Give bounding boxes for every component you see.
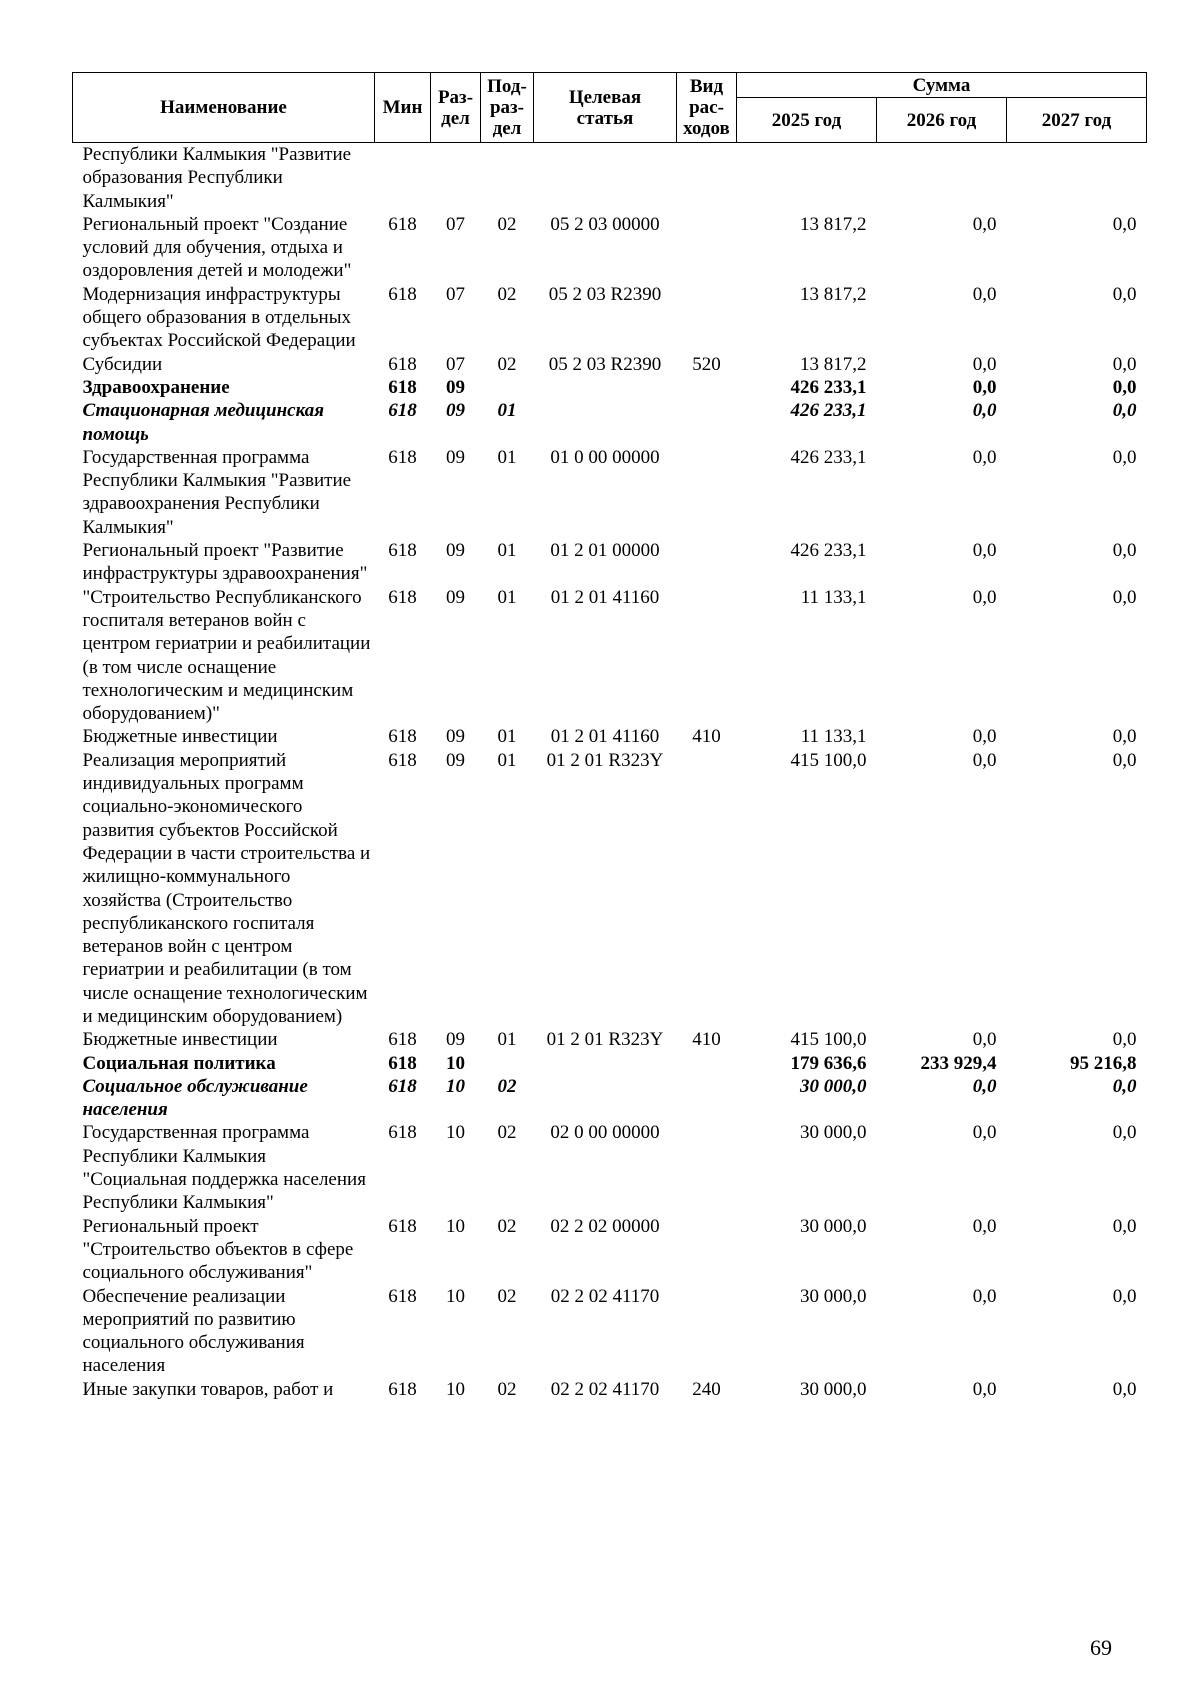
cell-sum-2027: 0,0	[1112, 726, 1137, 748]
cell-razdel: 09	[446, 400, 465, 422]
cell-celevaya-statya: 02 0 00 00000	[550, 1122, 660, 1144]
cell-sum-2027: 0,0	[1112, 283, 1137, 305]
page-number: 69	[1090, 1635, 1112, 1660]
cell-vid-rashodov	[677, 446, 737, 539]
cell-min: 618	[388, 446, 417, 468]
cell-sum-2027: 0,0	[1112, 1075, 1137, 1097]
cell-razdel	[431, 143, 481, 213]
table-row	[73, 213, 1147, 283]
cell-min: 618	[388, 586, 417, 608]
cell-sum-2027: 0,0	[1112, 540, 1137, 562]
cell-name: Здравоохранение	[82, 376, 230, 398]
cell-sum-2026: 0,0	[972, 1029, 997, 1051]
cell-celevaya-statya	[534, 399, 677, 446]
cell-vid-rashodov	[677, 1052, 737, 1075]
cell-podrazdel: 01	[497, 400, 517, 422]
cell-name: Региональный проект "Создание условий для обучения, отдыха и оздоровления детей и молодежи"	[82, 213, 352, 282]
cell-razdel: 09	[446, 586, 465, 608]
cell-min: 618	[388, 376, 417, 398]
table-body	[73, 143, 1147, 1402]
cell-celevaya-statya	[534, 1075, 677, 1122]
cell-celevaya-statya: 01 0 00 00000	[550, 446, 660, 468]
cell-min: 618	[388, 540, 417, 562]
cell-name: Государственная программа Республики Калмыкия "Социальная поддержка населения Республики Калмыкия"	[82, 1122, 366, 1214]
cell-sum-2027: 95 216,8	[1070, 1052, 1137, 1074]
cell-razdel: 09	[446, 376, 465, 398]
cell-podrazdel: 01	[497, 726, 517, 748]
cell-vid-rashodov: 520	[692, 353, 721, 375]
table-row	[73, 1121, 1147, 1214]
cell-razdel: 10	[446, 1285, 465, 1307]
cell-celevaya-statya: 01 2 01 00000	[550, 540, 660, 562]
table-row	[73, 1378, 1147, 1401]
cell-sum-2026: 0,0	[972, 1215, 997, 1237]
table-row	[73, 446, 1147, 539]
header-summa: Сумма	[737, 73, 1147, 98]
cell-sum-2027	[1007, 143, 1147, 213]
cell-celevaya-statya: 05 2 03 R2390	[548, 283, 662, 305]
cell-razdel: 09	[446, 749, 465, 771]
cell-vid-rashodov	[677, 1285, 737, 1378]
header-vid-rashodov: Вид рас- ходов	[677, 73, 737, 143]
cell-sum-2027: 0,0	[1112, 446, 1137, 468]
cell-vid-rashodov	[677, 749, 737, 1029]
cell-name: Модернизация инфраструктуры общего образования в отдельных субъектах Российской Федерации	[82, 283, 356, 352]
cell-min: 618	[388, 1285, 417, 1307]
header-celevaya-statya: Целевая статья	[534, 73, 677, 143]
cell-sum-2025: 426 233,1	[790, 400, 867, 422]
table-row	[73, 539, 1147, 586]
table-row	[73, 749, 1147, 1029]
cell-sum-2026: 0,0	[972, 726, 997, 748]
cell-sum-2025: 30 000,0	[800, 1285, 867, 1307]
table-row	[73, 1028, 1147, 1051]
cell-sum-2027: 0,0	[1112, 1122, 1137, 1144]
table-row	[73, 353, 1147, 376]
cell-sum-2027: 0,0	[1112, 749, 1137, 771]
cell-podrazdel	[481, 143, 534, 213]
cell-sum-2025	[737, 143, 877, 213]
cell-sum-2027: 0,0	[1112, 1285, 1137, 1307]
cell-podrazdel	[481, 1052, 534, 1075]
cell-vid-rashodov	[677, 1075, 737, 1122]
cell-sum-2027: 0,0	[1112, 1215, 1137, 1237]
cell-sum-2026: 0,0	[972, 400, 997, 422]
cell-min: 618	[388, 749, 417, 771]
cell-razdel: 10	[446, 1215, 465, 1237]
cell-vid-rashodov	[677, 1121, 737, 1214]
table-row	[73, 1285, 1147, 1378]
cell-min: 618	[388, 283, 417, 305]
cell-min: 618	[388, 213, 417, 235]
cell-podrazdel: 02	[497, 353, 517, 375]
header-min: Мин	[375, 73, 431, 143]
cell-razdel: 07	[446, 283, 465, 305]
cell-celevaya-statya: 01 2 01 R323Y	[546, 1029, 664, 1051]
cell-sum-2027: 0,0	[1112, 1029, 1137, 1051]
table-header	[73, 73, 1147, 143]
cell-min: 618	[388, 1052, 417, 1074]
cell-name: Социальное обслуживание населения	[82, 1075, 308, 1121]
cell-name: Республики Калмыкия "Развитие образования Республики Калмыкия"	[82, 144, 352, 212]
cell-celevaya-statya: 02 2 02 41170	[550, 1378, 660, 1400]
cell-name: Стационарная медицинская помощь	[82, 400, 325, 445]
table-row	[73, 1215, 1147, 1285]
cell-sum-2025: 13 817,2	[800, 353, 867, 375]
cell-celevaya-statya: 01 2 01 R323Y	[546, 749, 664, 771]
header-year-2026: 2026 год	[877, 98, 1007, 143]
cell-celevaya-statya: 02 2 02 00000	[550, 1215, 660, 1237]
header-razdel: Раз- дел	[431, 73, 481, 143]
cell-sum-2026: 233 929,4	[920, 1052, 997, 1074]
cell-vid-rashodov	[677, 399, 737, 446]
cell-celevaya-statya	[534, 376, 677, 399]
cell-sum-2025: 179 636,6	[790, 1052, 867, 1074]
table-row	[73, 376, 1147, 399]
cell-podrazdel: 01	[497, 1029, 517, 1051]
table-row	[73, 399, 1147, 446]
header-year-2025: 2025 год	[737, 98, 877, 143]
cell-name: Государственная программа Республики Калмыкия "Развитие здравоохранения Республики Калмыкия"	[82, 446, 352, 538]
cell-vid-rashodov	[677, 143, 737, 213]
cell-sum-2027: 0,0	[1112, 400, 1137, 422]
cell-sum-2026: 0,0	[972, 283, 997, 305]
cell-vid-rashodov	[677, 586, 737, 726]
cell-vid-rashodov	[677, 539, 737, 586]
cell-podrazdel: 02	[497, 213, 517, 235]
cell-podrazdel: 02	[497, 1378, 517, 1400]
cell-sum-2026: 0,0	[972, 1378, 997, 1400]
cell-sum-2025: 30 000,0	[800, 1215, 867, 1237]
cell-min: 618	[388, 1378, 417, 1400]
cell-sum-2027: 0,0	[1112, 1378, 1137, 1400]
cell-sum-2026: 0,0	[972, 1285, 997, 1307]
cell-celevaya-statya: 05 2 03 R2390	[548, 353, 662, 375]
cell-sum-2026: 0,0	[972, 1122, 997, 1144]
cell-name: Иные закупки товаров, работ и	[82, 1378, 334, 1400]
cell-celevaya-statya: 01 2 01 41160	[550, 586, 660, 608]
cell-celevaya-statya: 01 2 01 41160	[550, 726, 660, 748]
cell-vid-rashodov	[677, 213, 737, 283]
cell-name: Социальная политика	[82, 1052, 276, 1074]
cell-name: Региональный проект "Строительство объектов в сфере социального обслуживания"	[82, 1215, 354, 1284]
cell-sum-2026: 0,0	[972, 376, 997, 398]
cell-min: 618	[388, 1029, 417, 1051]
cell-razdel: 10	[446, 1378, 465, 1400]
cell-min: 618	[388, 1215, 417, 1237]
budget-table	[72, 72, 1147, 1401]
cell-sum-2025: 415 100,0	[790, 1029, 867, 1051]
cell-sum-2027: 0,0	[1112, 586, 1137, 608]
cell-vid-rashodov	[677, 1215, 737, 1285]
cell-sum-2025: 11 133,1	[800, 586, 867, 608]
cell-sum-2026: 0,0	[972, 213, 997, 235]
cell-razdel: 09	[446, 540, 465, 562]
cell-name: "Строительство Республиканского госпиталя ветеранов войн с центром гериатрии и реабилитации (в том числе оснащение технологическим и медицинским оборудованием)"	[82, 586, 371, 725]
cell-sum-2025: 426 233,1	[790, 376, 867, 398]
cell-min: 618	[388, 726, 417, 748]
cell-sum-2026: 0,0	[972, 1075, 997, 1097]
table-row	[73, 1075, 1147, 1122]
cell-vid-rashodov	[677, 376, 737, 399]
cell-name: Субсидии	[82, 353, 163, 375]
table-row	[73, 283, 1147, 353]
cell-sum-2026: 0,0	[972, 540, 997, 562]
cell-celevaya-statya: 02 2 02 41170	[550, 1285, 660, 1307]
cell-razdel: 10	[446, 1052, 465, 1074]
cell-sum-2027: 0,0	[1112, 213, 1137, 235]
cell-podrazdel	[481, 376, 534, 399]
budget-page	[72, 72, 1146, 1401]
cell-name: Реализация мероприятий индивидуальных программ социально-экономического развития субъектов Российской Федерации в части строительства и жилищно-коммунального хозяйства (Строительство республиканского госпиталя ветеранов войн с центром гериатрии и реабилитации (в том числе оснащение технологическим и медицинским оборудованием)	[82, 749, 371, 1027]
cell-sum-2026	[877, 143, 1007, 213]
cell-razdel: 10	[446, 1122, 465, 1144]
cell-podrazdel: 02	[497, 1215, 517, 1237]
cell-razdel: 09	[446, 1029, 465, 1051]
cell-name: Региональный проект "Развитие инфраструктуры здравоохранения"	[82, 540, 368, 585]
cell-sum-2025: 415 100,0	[790, 749, 867, 771]
cell-sum-2026: 0,0	[972, 353, 997, 375]
cell-sum-2025: 426 233,1	[790, 446, 867, 468]
cell-min: 618	[388, 353, 417, 375]
cell-min: 618	[388, 1075, 417, 1097]
cell-podrazdel: 02	[497, 1285, 517, 1307]
cell-sum-2025: 30 000,0	[800, 1378, 867, 1400]
header-year-2027: 2027 год	[1007, 98, 1147, 143]
cell-celevaya-statya	[534, 143, 677, 213]
cell-sum-2025: 13 817,2	[800, 283, 867, 305]
cell-podrazdel: 01	[497, 749, 517, 771]
cell-sum-2026: 0,0	[972, 446, 997, 468]
cell-podrazdel: 02	[497, 1075, 517, 1097]
cell-razdel: 10	[446, 1075, 465, 1097]
cell-podrazdel: 01	[497, 446, 517, 468]
cell-sum-2027: 0,0	[1112, 353, 1137, 375]
cell-razdel: 09	[446, 446, 465, 468]
cell-razdel: 07	[446, 213, 465, 235]
cell-name: Бюджетные инвестиции	[82, 726, 278, 748]
cell-sum-2027: 0,0	[1112, 376, 1137, 398]
cell-vid-rashodov	[677, 283, 737, 353]
cell-razdel: 07	[446, 353, 465, 375]
cell-podrazdel: 02	[497, 1122, 517, 1144]
cell-podrazdel: 01	[497, 540, 517, 562]
cell-min: 618	[388, 1122, 417, 1144]
cell-sum-2026: 0,0	[972, 749, 997, 771]
cell-min: 618	[388, 400, 417, 422]
cell-sum-2026: 0,0	[972, 586, 997, 608]
table-row	[73, 725, 1147, 748]
cell-sum-2025: 426 233,1	[790, 540, 867, 562]
cell-min	[375, 143, 431, 213]
cell-name: Бюджетные инвестиции	[82, 1029, 278, 1051]
table-row	[73, 143, 1147, 213]
header-name: Наименование	[73, 73, 375, 143]
cell-celevaya-statya: 05 2 03 00000	[550, 213, 660, 235]
cell-podrazdel: 01	[497, 586, 517, 608]
cell-sum-2025: 11 133,1	[800, 726, 867, 748]
cell-sum-2025: 30 000,0	[800, 1122, 867, 1144]
cell-vid-rashodov: 410	[692, 726, 721, 748]
cell-podrazdel: 02	[497, 283, 517, 305]
table-row	[73, 586, 1147, 726]
cell-vid-rashodov: 410	[692, 1029, 721, 1051]
cell-vid-rashodov: 240	[692, 1378, 721, 1400]
cell-name: Обеспечение реализации мероприятий по развитию социального обслуживания населения	[82, 1285, 305, 1377]
cell-celevaya-statya	[534, 1052, 677, 1075]
cell-sum-2025: 13 817,2	[800, 213, 867, 235]
header-podrazdel: Под- раз- дел	[481, 73, 534, 143]
table-row	[73, 1052, 1147, 1075]
cell-razdel: 09	[446, 726, 465, 748]
cell-sum-2025: 30 000,0	[800, 1075, 867, 1097]
